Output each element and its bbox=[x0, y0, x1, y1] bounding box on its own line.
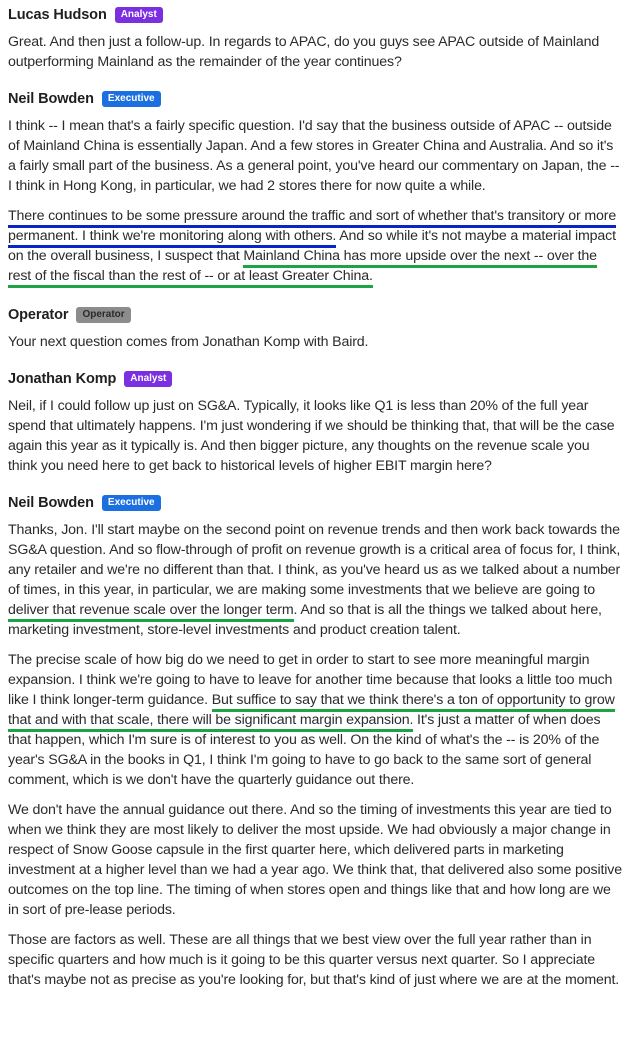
highlight-green: But suffice to say that we think there's a ton of opportunity to grow that and with that scale, there will be significant margin expansion. bbox=[8, 692, 615, 732]
text-span: Thanks, Jon. I'll start maybe on the second point on revenue trends and then work back towards the SG&A question. And so flow-through of profit on revenue growth is a critical area of focus for, I think, any retailer and we're no different than that. I think, as you've heard us as we talked about a number of times, in this year, in particular, we are making some investments that we believe are going to bbox=[8, 522, 621, 598]
speaker-name: Neil Bowden bbox=[8, 91, 94, 107]
text-span: It's just a matter of when does that happen, which I'm sure is of interest to you as well. On the kind of what's the -- is 20% of the year's SG&A in the books in Q1, I think I'm going to have to go back to the same sort of general comment, which is we don't have the quarterly guidance out there. bbox=[8, 712, 601, 788]
paragraph: Neil, if I could follow up just on SG&A. Typically, it looks like Q1 is less than 20% of the full year spend that ultimately happens. I'm just wondering if we should be thinking that, that will be the case again this year as it typically is. And then bigger picture, any thoughts on the revenue scale you think you need here to get back to historical levels of higher EBIT margin here? bbox=[8, 398, 615, 474]
speaker-name: Neil Bowden bbox=[8, 495, 94, 511]
text-span: The precise scale of how big do we need to get in order to start to see more meaningful margin expansion. I think we're going to have to leave for another time because that looks a little too much like I think longer-term guidance. bbox=[8, 652, 613, 708]
speaker-block bbox=[8, 4, 622, 72]
speaker-header bbox=[8, 368, 622, 390]
paragraph: Your next question comes from Jonathan Komp with Baird. bbox=[8, 334, 369, 350]
speaker-name: Lucas Hudson bbox=[8, 7, 107, 23]
text-span: . And so that is all the things we talked about here, marketing investment, store-level investments and product creation talent. bbox=[8, 602, 602, 638]
operator-badge: Operator bbox=[76, 307, 130, 323]
speaker-name: Operator bbox=[8, 307, 69, 323]
paragraph: I think -- I mean that's a fairly specific question. I'd say that the business outside of APAC -- outside of Mainland China is essentially Japan. And a few stores in Greater China and Australia. And so it's a fairly small part of the business. As a general point, you've heard our commentary on Japan, the -- I think in Hong Kong, in particular, we had 2 stores there for now quite a while. bbox=[8, 118, 620, 194]
paragraph: We don't have the annual guidance out there. And so the timing of investments this year are tied to when we think they are most likely to deliver the most upside. We had obviously a major change in respect of Snow Goose capsule in the first quarter here, which delivered parts in marketing investment at a higher level than we had a year ago. We think that, that delivered also some positive outcomes on the top line. The timing of when stores open and things like that and how long are we in sort of pre-lease periods. bbox=[8, 802, 622, 918]
speaker-block bbox=[8, 88, 622, 286]
speaker-header bbox=[8, 492, 622, 514]
executive-badge: Executive bbox=[102, 495, 161, 511]
paragraph bbox=[8, 650, 622, 790]
highlight-green: Mainland China has more upside over the next -- over the rest of the fiscal than the rest of -- or at least Greater China. bbox=[8, 248, 597, 288]
paragraph: Great. And then just a follow-up. In regards to APAC, do you guys see APAC outside of Mainland outperforming Mainland as the remainder of the year continues? bbox=[8, 34, 600, 70]
highlight-blue: There continues to be some pressure around the traffic and sort of whether that's transitory or more permanent. I think we're monitoring along with others. bbox=[8, 208, 616, 248]
analyst-badge: Analyst bbox=[115, 7, 163, 23]
speaker-header bbox=[8, 4, 622, 26]
text-span: And so while it's not maybe a material impact on the overall business, I suspect that bbox=[8, 228, 616, 264]
executive-badge: Executive bbox=[102, 91, 161, 107]
paragraph: Those are factors as well. These are all things that we best view over the full year rather than in specific quarters and how much is it going to be this quarter versus next quarter. So I appreciate that's maybe not as precise as you're looking for, but that's kind of just where we are at the moment. bbox=[8, 932, 620, 988]
highlight-green: deliver that revenue scale over the longer term bbox=[8, 602, 294, 622]
paragraph bbox=[8, 520, 622, 640]
speaker-header bbox=[8, 304, 622, 326]
speaker-block bbox=[8, 492, 622, 990]
speaker-block bbox=[8, 304, 622, 352]
speaker-name: Jonathan Komp bbox=[8, 371, 117, 387]
speaker-block bbox=[8, 368, 622, 476]
speaker-header bbox=[8, 88, 622, 110]
analyst-badge: Analyst bbox=[124, 371, 172, 387]
paragraph bbox=[8, 206, 622, 286]
